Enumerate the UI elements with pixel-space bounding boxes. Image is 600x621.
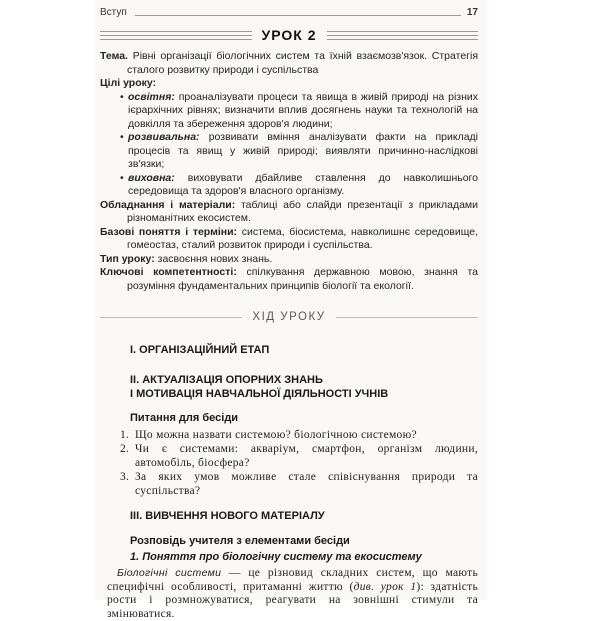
- goal-text: виховувати дбайливе ставлення до навколишнього середовища та здоров'я власного організму.: [128, 171, 479, 197]
- question-text: Чи є системами: акваріум, смартфон, організм людини, автомобіль, біосфера?: [135, 443, 478, 469]
- body-paragraph: [107, 567, 478, 621]
- divider-line-left: [100, 316, 242, 318]
- goal-item-rozvyvalna: [100, 131, 478, 172]
- document-page: [100, 0, 478, 621]
- term-biological-systems: Біологічні системи: [117, 567, 222, 579]
- goal-text: проаналізувати процеси та явища в живій природі на різних ієрархічних рівнях; визначити вплив досягнень науки та технологій на довкілля та збереження здоров'я людини;: [128, 90, 478, 130]
- page-number: 17: [466, 7, 478, 18]
- list-item: [100, 442, 478, 470]
- bullet-icon: •: [120, 171, 124, 184]
- question-number: 1.: [120, 429, 130, 441]
- lesson-type-text: засвоєння нових знань.: [157, 252, 273, 265]
- banner-lines-right: [327, 31, 479, 40]
- goals-label: Цілі уроку:: [100, 77, 157, 89]
- question-number: 2.: [120, 443, 130, 455]
- tema-label: Тема.: [100, 50, 128, 62]
- competences-label: Ключові компетентності:: [100, 266, 237, 278]
- question-number: 3.: [120, 471, 130, 483]
- equipment-paragraph: [100, 199, 478, 226]
- lesson-title: УРОК 2: [261, 27, 317, 43]
- lesson-banner: [100, 27, 478, 43]
- body-text-1: це різновид складних систем, що мають специфічні особливості, притаманні життю (: [107, 567, 478, 593]
- method-heading: Розповідь учителя з елементами бесіди: [130, 535, 350, 547]
- goal-label: освітня:: [128, 90, 175, 103]
- terms-text: система, біосистема, навколишнє середовище, гомеостаз, сталий розвиток природи і суспільства.: [127, 225, 478, 251]
- equipment-label: Обладнання і матеріали:: [100, 198, 236, 211]
- divider-title: ХІД УРОКУ: [252, 311, 326, 323]
- stage-2-line1: ІІ. АКТУАЛІЗАЦІЯ ОПОРНИХ ЗНАНЬ: [130, 374, 323, 386]
- terms-label: Базові поняття і терміни:: [100, 225, 238, 238]
- chapter-label: Вступ: [100, 7, 127, 18]
- question-list: [100, 428, 478, 498]
- terms-paragraph: [100, 226, 478, 253]
- lesson-type-paragraph: [100, 253, 478, 267]
- goal-label: розвивальна:: [128, 131, 200, 143]
- dash: —: [221, 567, 249, 579]
- list-item: [100, 470, 478, 498]
- lesson-type-label: Тип уроку:: [100, 252, 155, 265]
- bullet-icon: •: [120, 131, 124, 143]
- question-text: За яких умов можливе стале співіснування природи та суспільства?: [135, 471, 478, 497]
- banner-lines-left: [100, 31, 252, 40]
- competences-paragraph: [100, 266, 478, 293]
- subtopic-heading: 1. Поняття про біологічну систему та екосистему: [130, 551, 422, 563]
- goal-text: розвивати вміння аналізувати факти на прикладі процесів та явищ у живій природі; виявляти причинно-наслідкові зв'язки;: [128, 131, 478, 170]
- divider-line-right: [336, 316, 478, 318]
- stage-3-heading: ІІІ. ВИВЧЕННЯ НОВОГО МАТЕРІАЛУ: [130, 510, 325, 522]
- lesson-meta: [100, 50, 478, 293]
- running-head-rule: [135, 14, 461, 16]
- goals-header: [100, 77, 478, 91]
- tema-text: Рівні організації біологічних систем та їхній взаємозв'язок. Стратегія сталого розвитку природи і суспільства: [127, 50, 479, 76]
- goal-item-osvitnia: [100, 91, 478, 132]
- stage-1-heading: І. ОРГАНІЗАЦІЙНИЙ ЕТАП: [130, 344, 270, 356]
- stage-2-line2: І МОТИВАЦІЯ НАВЧАЛЬНОЇ ДІЯЛЬНОСТІ УЧНІВ: [130, 388, 389, 400]
- stage-2-heading: [130, 373, 478, 401]
- running-head: [100, 0, 478, 18]
- goal-label: виховна:: [128, 171, 175, 184]
- list-item: [100, 428, 478, 442]
- goal-item-vykhovna: [100, 172, 478, 199]
- questions-header: Питання для бесіди: [130, 412, 239, 424]
- lesson-flow-divider: [100, 310, 478, 324]
- bullet-icon: •: [120, 90, 124, 103]
- lesson-reference: див. урок 1: [353, 580, 417, 593]
- question-text: Що можна назвати системою? біологічною системою?: [135, 429, 417, 441]
- body-text-2: ): здатність рости і розмножуватися, реагувати на зовнішні стимули та змінюватися.: [107, 580, 478, 620]
- equipment-text: таблиці або слайди презентації з прикладами різноманітних екосистем.: [127, 198, 479, 224]
- competences-text: спілкування державною мовою, знання та розуміння фундаментальних принципів біології та екології.: [127, 266, 478, 292]
- tema-paragraph: [100, 50, 478, 77]
